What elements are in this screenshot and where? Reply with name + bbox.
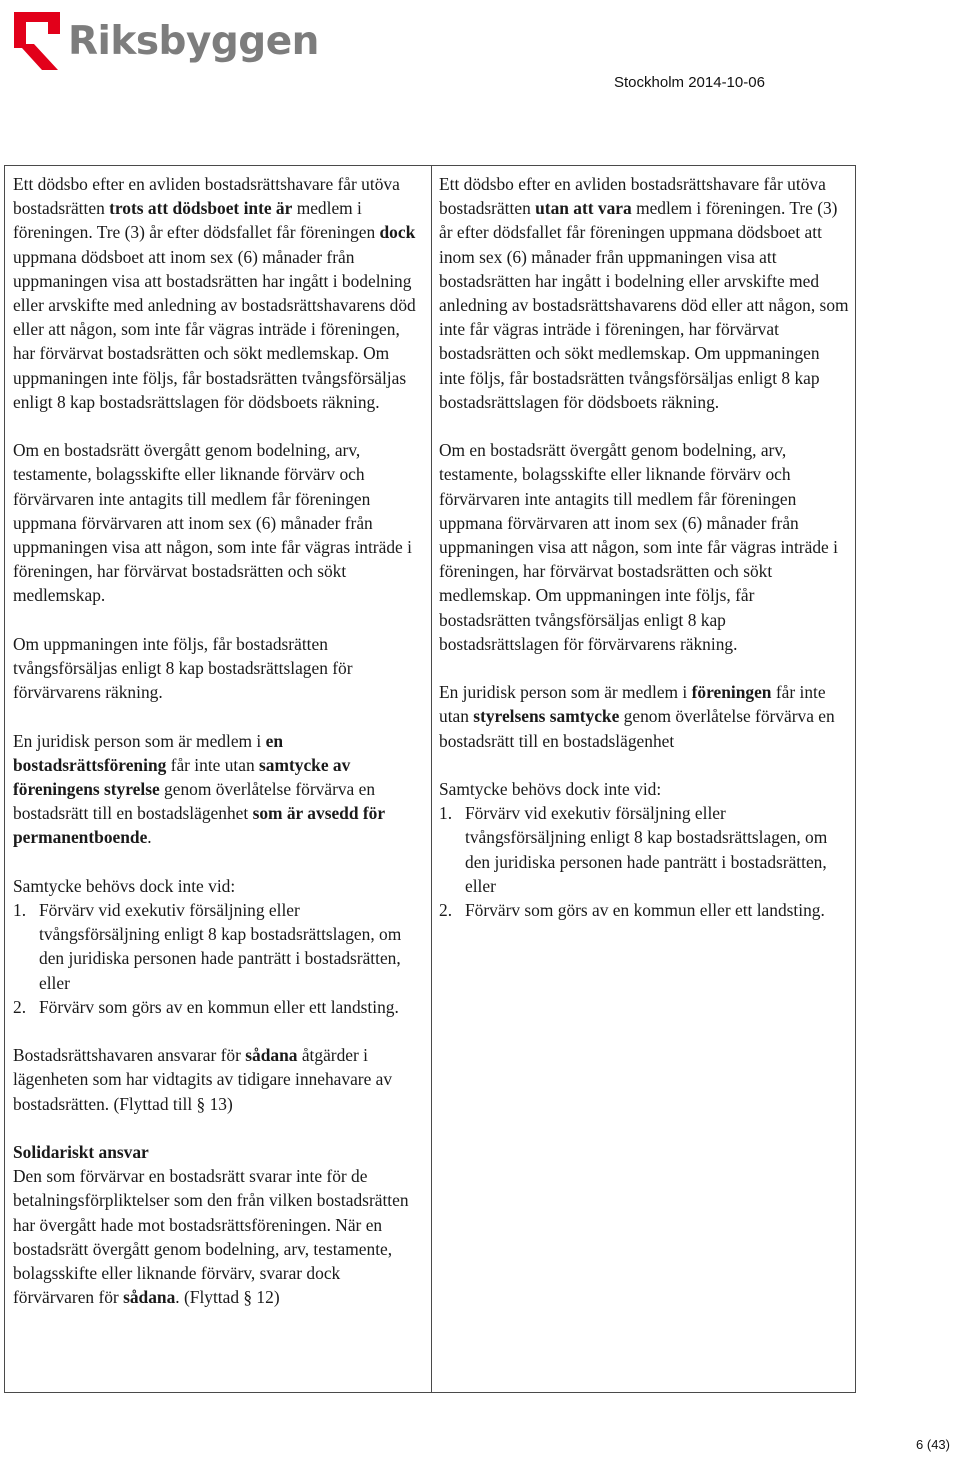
right-exceptions (439, 777, 849, 922)
left-column (13, 172, 421, 1334)
left-exceptions (13, 874, 421, 1019)
dateline: Stockholm 2014-10-06 (614, 74, 765, 91)
page-number: 6 (43) (916, 1437, 950, 1452)
list-item: 2. Förvärv som görs av en kommun eller ett landsting. (13, 996, 399, 1017)
left-exceptions-intro: Samtycke behövs dock inte vid: (13, 875, 236, 896)
riksbyggen-logo-icon (10, 8, 64, 74)
left-exceptions-list (13, 898, 421, 1019)
left-section-solidarity (13, 1140, 421, 1309)
left-paragraph-transfer: Om en bostadsrätt övergått genom bodelning, arv, testamente, bolagsskifte eller liknande förvärv och förvärvaren inte antagits till medlem får föreningen uppmana förvärvaren att inom sex (6) månader från uppmaningen visa att någon, som inte får vägras inträde i föreningen, har förvärvat bostadsrätten och sökt medlemskap. (13, 440, 412, 606)
list-item: 1. Förvärv vid exekutiv försäljning eller tvångsförsäljning enligt 8 kap bostadsrättslagen, om den juridiska personen hade panträtt i bostadsrätten, eller (439, 803, 828, 896)
right-paragraph-estate: Ett dödsbo efter en avliden bostadsrättshavare får utöva bostadsrätten utan att vara medlem i föreningen. Tre (3) år efter dödsfallet får föreningen uppmana dödsboet att inom sex (6) månader från uppmaningen visa att bostadsrätten har ingått i bodelning eller arvskifte med anledning av bostadsrättshavarens död eller att någon, som inte får vägras inträde i föreningen, har förvärvat bostadsrätten och sökt medlemskap. Om uppmaningen inte följs, får bostadsrätten tvångsförsäljas enligt 8 kap bostadsrättslagen för dödsboets räkning. (439, 174, 849, 412)
right-paragraph-transfer: Om en bostadsrätt övergått genom bodelning, arv, testamente, bolagsskifte eller liknande förvärv och förvärvaren inte antagits till medlem får föreningen uppmana förvärvaren att inom sex (6) månader från uppmaningen visa att någon, som inte får vägras inträde i föreningen, har förvärvat bostadsrätten och sökt medlemskap. Om uppmaningen inte följs, får bostadsrätten tvångsförsäljas enligt 8 kap bostadsrättslagen för förvärvarens räkning. (439, 440, 838, 654)
column-divider (431, 166, 432, 1392)
left-paragraph-solidarity: Den som förvärvar en bostadsrätt svarar inte för de betalningsförpliktelser som den från vilken bostadsrätten har övergått hade mot bostadsrättsföreningen. När en bostadsrätt övergått genom bodelning, arv, testamente, bolagsskifte eller liknande förvärv, svarar dock förvärvaren för sådana. (Flyttad § 12) (13, 1166, 409, 1308)
solidarity-heading: Solidariskt ansvar (13, 1142, 149, 1163)
list-item: 2. Förvärv som görs av en kommun eller ett landsting. (439, 900, 825, 921)
riksbyggen-logo (10, 6, 319, 76)
left-paragraph-legal-person: En juridisk person som är medlem i en bostadsrättsförening får inte utan samtycke av föreningens styrelse genom överlåtelse förvärva en bostadsrätt till en bostadslägenhet som är avsedd för permanentboende. (13, 730, 385, 848)
right-column (439, 172, 849, 946)
list-item: 1. Förvärv vid exekutiv försäljning eller tvångsförsäljning enligt 8 kap bostadsrättslagen, om den juridiska personen hade panträtt i bostadsrätten, eller (13, 900, 402, 993)
comparison-table (4, 165, 856, 1393)
right-exceptions-list (439, 801, 849, 922)
left-paragraph-estate: Ett dödsbo efter en avliden bostadsrättshavare får utöva bostadsrätten trots att dödsboet inte är medlem i föreningen. Tre (3) år efter dödsfallet får föreningen dock uppmana dödsboet att inom sex (6) månader från uppmaningen visa att bostadsrätten har ingått i bodelning eller arvskifte med anledning av bostadsrättshavarens död eller att någon, som inte får vägras inträde i föreningen, har förvärvat bostadsrätten och sökt medlemskap. Om uppmaningen inte följs, får bostadsrätten tvångsförsäljas enligt 8 kap bostadsrättslagen för dödsboets räkning. (13, 174, 416, 412)
right-paragraph-legal-person: En juridisk person som är medlem i föreningen får inte utan styrelsens samtycke genom överlåtelse förvärva en bostadsrätt till en bostadslägenhet (439, 682, 835, 751)
logo-text: Riksbyggen (68, 18, 319, 64)
left-paragraph-responsibility: Bostadsrättshavaren ansvarar för sådana åtgärder i lägenheten som har vidtagits av tidigare innehavare av bostadsrätten. (Flyttad till § 13) (13, 1045, 393, 1114)
right-exceptions-intro: Samtycke behövs dock inte vid: (439, 779, 662, 800)
left-paragraph-forced-sale: Om uppmaningen inte följs, får bostadsrätten tvångsförsäljas enligt 8 kap bostadsrättslagen för förvärvarens räkning. (13, 633, 353, 703)
